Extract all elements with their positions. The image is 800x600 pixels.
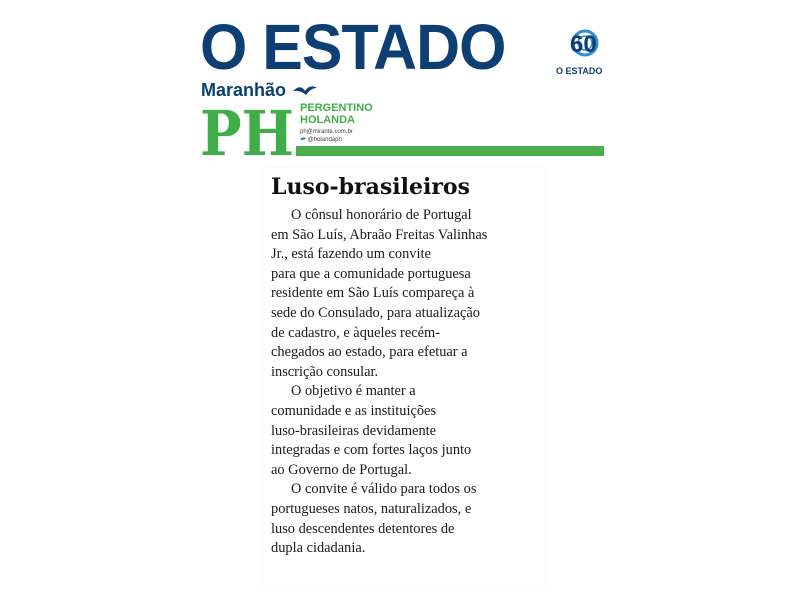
article-paragraph-1 [271, 206, 543, 382]
article-line: em São Luís, Abraão Freitas Valinhas [271, 226, 488, 243]
article-line: de cadastro, e àqueles recém- [271, 324, 440, 341]
column-email: ph@mirante.com.br [300, 129, 353, 135]
article-line: para que a comunidade portuguesa [271, 265, 471, 282]
column-twitter-row [300, 136, 353, 144]
bird-icon [292, 82, 318, 98]
article-line: inscrição consular. [271, 363, 379, 380]
region-name: Maranhão [201, 80, 287, 100]
column-author-name: PERGENTINO HOLANDA [300, 102, 373, 126]
ph-logo [200, 100, 296, 158]
column-contact [300, 128, 353, 144]
column-twitter: @holandaph [307, 137, 342, 143]
article-line: chegados ao estado, para efetuar a [271, 344, 468, 361]
ph-logo-text: PH [200, 100, 294, 158]
article-line: O cônsul honorário de Portugal [291, 207, 472, 223]
article-paragraph-2 [271, 382, 543, 480]
anniversary-60-graphic [556, 22, 602, 68]
article [263, 168, 545, 586]
article-line: O objetivo é manter a [291, 383, 416, 400]
column-header [200, 100, 604, 158]
article-line: integradas e com fortes laços junto [271, 442, 472, 459]
article-line: residente em São Luís compareça à [271, 285, 475, 302]
masthead [200, 11, 603, 83]
article-line: dupla cidadania. [271, 540, 366, 557]
article-line: sede do Consulado, para atualização [271, 304, 480, 321]
anniversary-60-icon [556, 22, 602, 80]
anniversary-number: 60 [570, 31, 597, 58]
newspaper-title: O ESTADO [200, 11, 506, 83]
article-line: portugueses natos, naturalizados, e [271, 500, 472, 517]
column-green-rule [296, 146, 604, 156]
article-line: luso descendentes detentores de [271, 520, 455, 537]
article-line: Jr., está fazendo um convite [271, 246, 431, 263]
article-line: luso-brasileiras devidamente [271, 422, 437, 439]
anniversary-label: O ESTADO [556, 66, 603, 76]
article-headline: Luso-brasileiros [271, 174, 470, 200]
article-line: comunidade e as instituições [271, 402, 437, 419]
article-paragraph-3 [271, 480, 543, 558]
article-line: O convite é válido para todos os [291, 481, 477, 498]
article-line: ao Governo de Portugal. [271, 461, 412, 478]
article-body [271, 206, 543, 559]
twitter-bird-icon [300, 136, 306, 141]
